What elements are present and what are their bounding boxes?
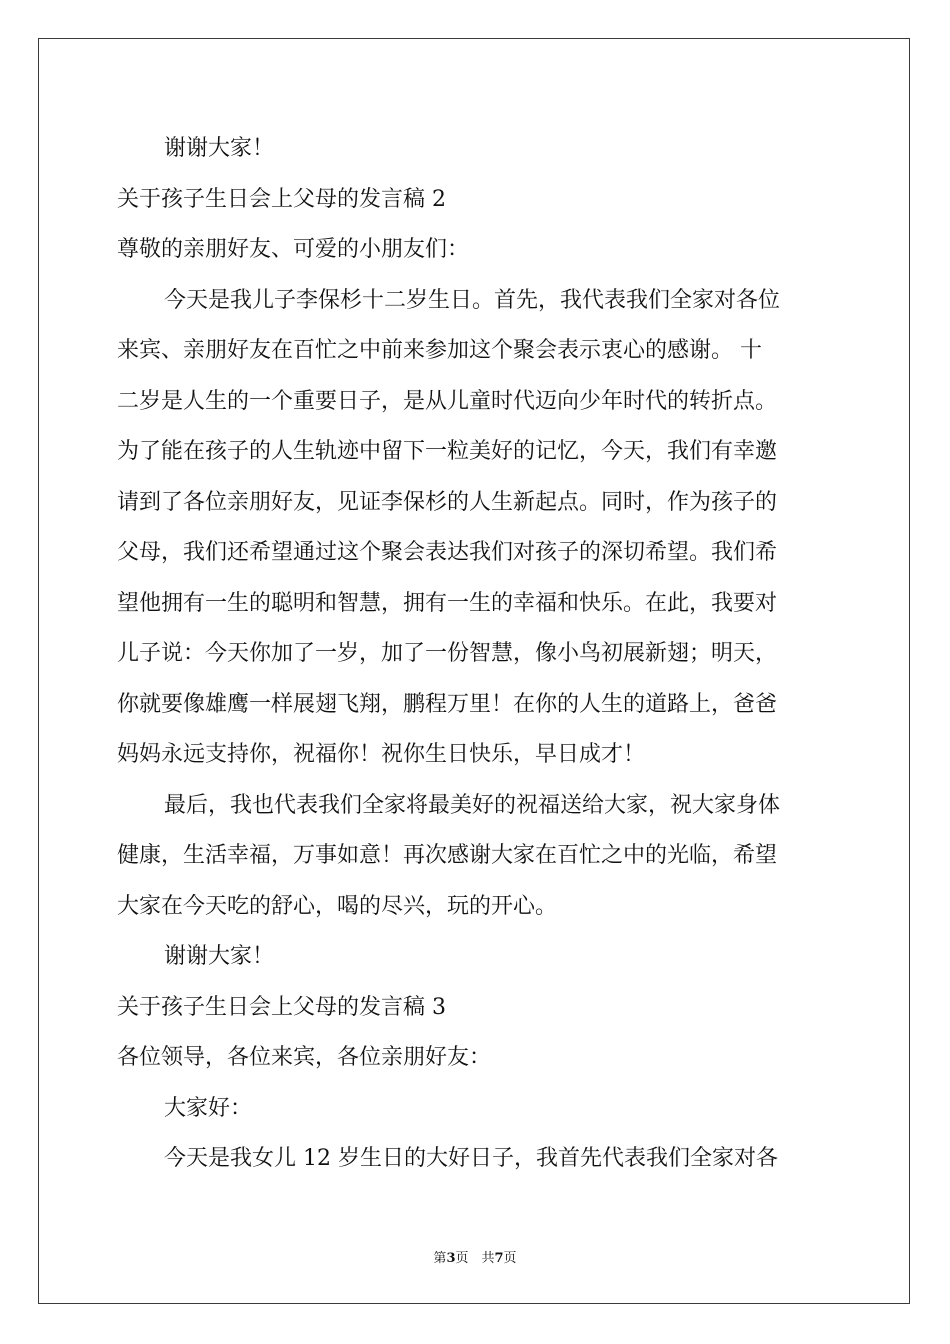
- paragraph-line: 最后，我也代表我们全家将最美好的祝福送给大家，祝大家身体: [164, 792, 781, 818]
- paragraph-line: 儿子说：今天你加了一岁，加了一份智慧，像小鸟初展新翅；明天，: [117, 641, 778, 666]
- paragraph-line: 今天是我女儿 12 岁生日的大好日子，我首先代表我们全家对各: [164, 1146, 778, 1171]
- section-heading: 关于孩子生日会上父母的发言稿 3: [117, 994, 446, 1020]
- paragraph-line: 大家在今天吃的舒心，喝的尽兴，玩的开心。: [117, 893, 558, 919]
- closing-thanks: 谢谢大家！: [164, 136, 275, 161]
- footer-mid: 页 共: [455, 1251, 495, 1266]
- footer-suffix: 页: [503, 1251, 517, 1266]
- paragraph-line: 为了能在孩子的人生轨迹中留下一粒美好的记忆，今天，我们有幸邀: [117, 439, 778, 464]
- paragraph-line: 望他拥有一生的聪明和智慧，拥有一生的幸福和快乐。在此，我要对: [117, 590, 778, 616]
- paragraph-line: 父母，我们还希望通过这个聚会表达我们对孩子的深切希望。我们希: [117, 540, 778, 565]
- total-page-number: 7: [494, 1251, 504, 1266]
- footer-prefix: 第: [433, 1251, 447, 1266]
- paragraph-line: 二岁是人生的一个重要日子，是从儿童时代迈向少年时代的转折点。: [117, 388, 778, 414]
- current-page-number: 3: [446, 1251, 456, 1266]
- salutation: 各位领导，各位来宾，各位亲朋好友：: [117, 1045, 492, 1070]
- paragraph-line: 妈妈永远支持你，祝福你！祝你生日快乐，早日成才！: [117, 742, 646, 767]
- paragraph-line: 请到了各位亲朋好友，见证李保杉的人生新起点。同时，作为孩子的: [117, 489, 778, 515]
- greeting: 大家好：: [164, 1095, 253, 1121]
- paragraph-line: 今天是我儿子李保杉十二岁生日。首先，我代表我们全家对各位: [164, 287, 781, 313]
- salutation: 尊敬的亲朋好友、可爱的小朋友们：: [117, 237, 470, 262]
- paragraph-line: 来宾、亲朋好友在百忙之中前来参加这个聚会表示衷心的感谢。 十: [117, 338, 762, 363]
- document-body: [117, 124, 833, 1185]
- page-footer: [0, 1247, 950, 1266]
- paragraph-line: 你就要像雄鹰一样展翅飞翔，鹏程万里！在你的人生的道路上，爸爸: [117, 691, 778, 717]
- closing-thanks: 谢谢大家！: [164, 944, 275, 969]
- section-heading: 关于孩子生日会上父母的发言稿 2: [117, 186, 446, 212]
- paragraph-line: 健康，生活幸福，万事如意！再次感谢大家在百忙之中的光临，希望: [117, 843, 778, 868]
